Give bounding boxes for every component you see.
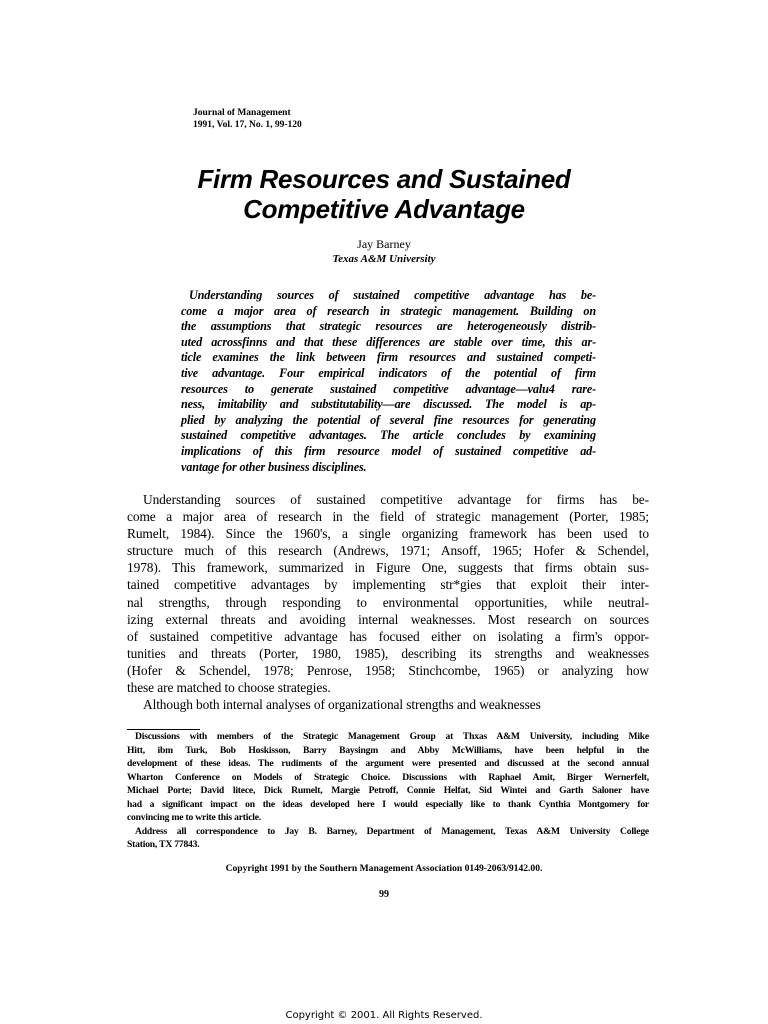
body-line: tunities and threats (Porter, 1980, 1985), describing its strengths and weaknesses — [127, 645, 649, 661]
footnote-line: Hitt, ibm Turk, Bob Hoskisson, Barry Baysingm and Abby McWilliams, have been helpful in the — [127, 744, 649, 756]
title-line: Competitive Advantage — [243, 194, 525, 224]
abstract-line: ticle examines the link between firm resources and sustained competi- — [181, 350, 596, 365]
abstract-line: resources to generate sustained competitive advantage—valu4 rare- — [181, 381, 596, 396]
footnote-line: Michael Porte; David litece, Dick Rumelt, Margie Petroff, Connie Helfat, Sid Wintei and Garth Saloner have — [127, 785, 649, 796]
copyright-notice: Copyright 1991 by the Southern Management Association 0149-2063/9142.00. — [225, 863, 543, 874]
abstract-line: implications of this firm resource model of sustained competitive ad- — [181, 443, 596, 458]
footnote-line: convincing me to write this article. — [127, 812, 262, 823]
abstract-line: sustained competitive advantages. The article concludes by examining — [181, 428, 596, 443]
footnote-line: Address all correspondence to Jay B. Barney, Department of Management, Texas A&M University College — [135, 825, 649, 837]
body-line: structure much of this research (Andrews, 1971; Ansoff, 1965; Hofer & Schendel, — [127, 543, 649, 559]
footnote-line: Wharton Conference on Models of Strategic Choice. Discussions with Raphael Amit, Birger Wernerfelt, — [127, 771, 649, 783]
body-line: of sustained competitive advantage has focused either on isolating a firm's oppor- — [127, 628, 649, 644]
body-line: these are matched to choose strategies. — [127, 680, 331, 696]
body-text — [127, 491, 649, 713]
abstract-line: ness, imitability and substitutability—are discussed. The model is ap- — [181, 397, 596, 412]
body-line: (Hofer & Schendel, 1978; Penrose, 1958; Stinchcombe, 1965) or analyzing how — [127, 662, 649, 678]
page-number: 99 — [379, 889, 389, 900]
footnote-line: had a significant impact on the ideas developed here I would especially like to thank Cynthia Montgomery for — [127, 798, 649, 810]
journal-header — [193, 107, 302, 131]
journal-name: Journal of Management — [193, 108, 291, 118]
abstract-line: plied by analyzing the potential of several fine resources for generating — [181, 412, 596, 427]
footnote-line: development of these ideas. The rudiments of the argument were presented and discussed at the second annual — [127, 758, 649, 769]
body-line: Although both internal analyses of organizational strengths and weaknesses — [143, 697, 541, 713]
body-line: nal strengths, through responding to environmental opportunities, while neutral- — [127, 594, 649, 610]
journal-citation: 1991, Vol. 17, No. 1, 99-120 — [193, 120, 302, 130]
abstract-line: Understanding sources of sustained competitive advantage has be- — [189, 288, 596, 302]
abstract-line: uted acrossfinns and that these differences are stable over time, this ar- — [181, 334, 596, 349]
footnotes — [127, 730, 649, 852]
abstract-line: tive advantage. Four empirical indicators of the potential of firm — [181, 365, 596, 380]
article-title — [120, 164, 648, 224]
footnote-line: Station, TX 77843. — [127, 839, 200, 850]
title-line: Firm Resources and Sustained — [197, 164, 571, 194]
body-line: come a major area of research in the field of strategic management (Porter, 1985; — [127, 509, 649, 525]
body-line: Rumelt, 1984). Since the 1960's, a single organizing framework has been used to — [127, 526, 649, 542]
body-line: tained competitive advantages by implementing str*gies that exploit their inter- — [127, 577, 649, 593]
abstract-line: the assumptions that strategic resources are heterogeneously distrib- — [181, 319, 596, 334]
abstract-line: vantage for other business disciplines. — [181, 459, 367, 474]
footer-copyright: Copyright © 2001. All Rights Reserved. — [285, 1010, 483, 1021]
body-line: izing external threats and avoiding internal weaknesses. Most research on sources — [127, 611, 649, 627]
author-name: Jay Barney — [357, 237, 411, 251]
body-line: Understanding sources of sustained competitive advantage for firms has be- — [143, 492, 649, 507]
author-affiliation: Texas A&M University — [332, 253, 436, 265]
abstract-line: come a major area of research in strategic management. Building on — [181, 303, 596, 318]
footnote-line: Discussions with members of the Strategic Management Group at Thxas A&M University, including Mike — [135, 731, 649, 742]
body-line: 1978). This framework, summarized in Figure One, suggests that firms obtain sus- — [127, 560, 649, 576]
abstract — [181, 288, 596, 475]
